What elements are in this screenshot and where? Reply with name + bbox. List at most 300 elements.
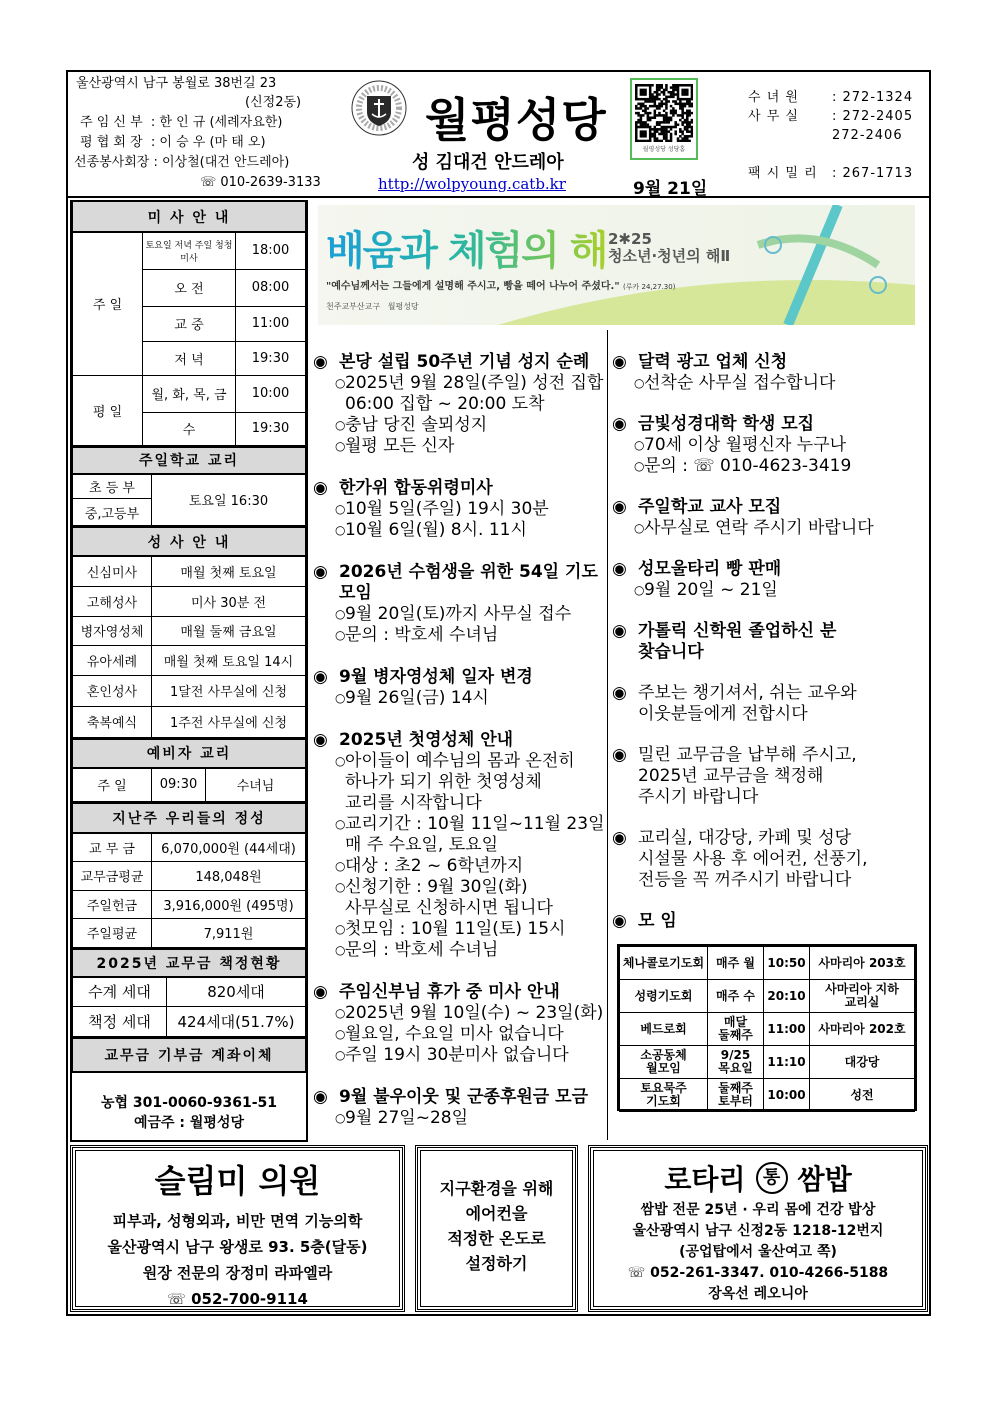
meeting-schedule: 매주 월: [708, 947, 764, 980]
sacrament-label: 신심미사: [73, 556, 152, 586]
circle-bullet-icon: ○: [335, 502, 346, 516]
meeting-row: [620, 1046, 915, 1079]
radio-bullet-icon: ◉: [612, 911, 627, 931]
notice-title: 2025년 첫영성체 안내: [339, 730, 514, 750]
notice-item-text: 사무실로 연락 주시기 바랍니다: [644, 518, 874, 538]
phone-label: 팩 시 밀 리: [748, 166, 818, 181]
clinic-director: 원장 전문의 장정미 라파엘라: [142, 1264, 333, 1282]
notice-section: [612, 828, 918, 891]
notice-title-line: [612, 828, 918, 849]
circle-bullet-icon: ○: [335, 523, 346, 537]
notice-section: [612, 497, 918, 539]
notice-item: [313, 856, 605, 877]
indent: [335, 835, 345, 856]
notice-title: 가톨릭 신학원 졸업하신 분: [638, 621, 837, 641]
notice-section: [612, 621, 918, 663]
meetings-table-wrap: [617, 944, 917, 1111]
notice-item: [313, 688, 605, 709]
indent: [335, 772, 345, 793]
notice-section: [313, 982, 605, 1066]
patron-saint: 성 김대건 안드레아: [412, 152, 564, 173]
notice-title-line: [612, 787, 918, 808]
meeting-row: [620, 1079, 915, 1112]
meeting-row: [620, 1013, 915, 1046]
dues-value: 820세대: [167, 977, 306, 1007]
banner-quote: "예수님께서는 그들에게 설명해 주시고, 빵을 떼어 나누어 주셨다.": [326, 281, 620, 292]
qr-code-pattern: [635, 84, 693, 142]
meeting-place: 대강당: [810, 1046, 915, 1079]
mass-name: 토요일 저녁 주일 청청미사: [143, 232, 236, 269]
circle-bullet-icon: ○: [634, 376, 645, 390]
indent: [612, 766, 638, 787]
phone-number: : 272-1324: [832, 90, 914, 105]
notice-title: 본당 설립 50주년 기념 성지 순례: [339, 352, 590, 372]
dues-value: 424세대(51.7%): [167, 1007, 306, 1037]
eco-notice: [415, 1145, 578, 1312]
notice-title-line: [313, 667, 605, 688]
offering-value: 148,048원: [152, 861, 306, 890]
dues-row: [73, 1007, 306, 1037]
dues-row: [73, 977, 306, 1007]
sunday-school-table: [72, 446, 306, 527]
bulletin-date: 9월 21일: [633, 179, 708, 199]
meeting-time: 20:10: [764, 980, 810, 1013]
church-address-dong: (신정2동): [245, 95, 302, 110]
radio-bullet-icon: ◉: [612, 621, 627, 641]
meeting-place: 사마리아 202호: [810, 1013, 915, 1046]
notice-item-text: 2025년 9월 10일(수) ~ 23일(화): [345, 1003, 604, 1023]
phone-number: : 272-2405: [832, 109, 914, 124]
mass-name: 오 전: [143, 269, 236, 306]
notice-section: [612, 911, 918, 932]
catechumen-time: 09:30: [152, 768, 206, 802]
notice-title-line: [612, 849, 918, 870]
council-info: 평 협 회 장 : 이 승 우 (마 태 오): [80, 135, 266, 150]
banner-year: 2✱25: [608, 230, 652, 248]
offering-row: [73, 918, 306, 947]
sunday-school-title: 주일학교 교리: [73, 447, 306, 474]
radio-bullet-icon: ◉: [313, 478, 328, 498]
catechumen-day: 주 일: [73, 768, 152, 802]
offering-row: [73, 833, 306, 861]
diocese-name: 천주교부산교구: [326, 302, 381, 311]
church-logo: [350, 78, 408, 140]
notice-title-line: [313, 982, 605, 1003]
notice-item: [313, 1003, 605, 1024]
banner-subtitle: 청소년·청년의 해Ⅱ: [608, 247, 731, 265]
middle-high-label: 중,고등부: [73, 499, 152, 526]
notice-title: 주임신부님 휴가 중 미사 안내: [339, 982, 560, 1002]
notice-section: [313, 562, 605, 646]
offering-value: 6,070,000원 (44세대): [152, 833, 306, 861]
notice-item-text: 주일 19시 30분미사 없습니다: [345, 1045, 569, 1065]
header-divider: [66, 196, 931, 198]
radio-bullet-icon: ◉: [612, 352, 627, 372]
sacrament-row: [73, 706, 306, 737]
notice-item-text: 문의 : 박호세 수녀님: [345, 940, 499, 960]
notice-item-text: 교리를 시작합니다: [345, 793, 482, 813]
radio-bullet-icon: ◉: [612, 414, 627, 434]
restaurant-ad: [588, 1145, 928, 1312]
notice-title-line: [313, 562, 605, 604]
notice-item-text: 대상 : 초2 ~ 6학년까지: [345, 856, 524, 876]
church-name: 월평성당: [425, 93, 607, 147]
circle-bullet-icon: ○: [335, 607, 346, 621]
transfer-table: [72, 1037, 306, 1150]
notice-title-line: [612, 559, 918, 580]
notice-item: [313, 1108, 605, 1129]
bank-account: 농협 301-0060-9361-51: [101, 1094, 277, 1111]
dues-label: 수계 세대: [73, 977, 167, 1007]
notice-item-text: 2025년 9월 28일(주일) 성전 집합: [345, 373, 604, 393]
notice-title: 한가위 합동위령미사: [339, 478, 493, 498]
notice-item: [612, 373, 918, 394]
offering-value: 7,911원: [152, 918, 306, 947]
circle-bullet-icon: ○: [335, 439, 346, 453]
eco-line: 에어컨을: [465, 1204, 528, 1223]
phone-number: 272-2406: [832, 128, 903, 143]
circle-bullet-icon: ○: [335, 376, 346, 390]
indent: [612, 849, 638, 870]
restaurant-phone: ☏ 052-261-3347. 010-4266-5188: [627, 1265, 889, 1281]
notice-title: 시설물 사용 후 에어컨, 선풍기,: [638, 849, 868, 869]
notice-item-text: 10월 5일(주일) 19시 30분: [345, 499, 549, 519]
notice-title: 주보는 챙기셔서, 쉬는 교우와: [638, 683, 857, 703]
dues-title: 2025년 교무금 책정현황: [73, 949, 306, 977]
radio-bullet-icon: ◉: [313, 982, 328, 1002]
phone-label: [748, 145, 832, 164]
qr-caption: 월평성당 성당홈: [642, 146, 686, 153]
mass-time: 19:30: [236, 412, 306, 445]
notice-title-line: [612, 683, 918, 704]
banner-quote-ref: (루카 24,27.30): [623, 283, 676, 291]
restaurant-directions: (공업탑에서 울산여고 쪽): [679, 1244, 837, 1260]
clinic-ad: [70, 1145, 405, 1312]
notice-title: 주시기 바랍니다: [638, 787, 759, 807]
circle-bullet-icon: ○: [335, 817, 346, 831]
notice-title: 주일학교 교사 모집: [638, 497, 782, 517]
notice-section: [313, 352, 605, 457]
notice-item: [612, 435, 918, 456]
circle-bullet-icon: ○: [335, 1006, 346, 1020]
indent: [335, 898, 345, 919]
left-info-column: [70, 200, 308, 1142]
notice-title: 모 임: [638, 911, 677, 931]
notice-item: [313, 877, 605, 898]
offering-row: [73, 861, 306, 890]
notice-title-line: [612, 766, 918, 787]
notice-item: [313, 604, 605, 625]
restaurant-name-2: 쌈밥: [797, 1163, 852, 1196]
mass-name: 월, 화, 목, 금: [143, 375, 236, 412]
meeting-schedule: 9/25 목요일: [708, 1046, 764, 1079]
notice-title: 달력 광고 업체 신청: [638, 352, 788, 372]
notice-item: [313, 436, 605, 457]
indent: [335, 394, 345, 415]
notice-title: 찾습니다: [638, 642, 704, 662]
meeting-name: 체나콜로기도회: [620, 947, 708, 980]
circle-bullet-icon: ○: [634, 438, 645, 452]
circle-bullet-icon: ○: [634, 459, 645, 473]
notice-item: [313, 940, 605, 961]
sacrament-value: 매월 첫째 토요일: [152, 556, 306, 586]
circle-bullet-icon: ○: [634, 583, 645, 597]
phone-label: [748, 126, 832, 145]
mass-time: 08:00: [236, 269, 306, 306]
offering-label: 교 무 금: [73, 833, 152, 861]
sacrament-row: [73, 586, 306, 616]
notice-item: [313, 751, 605, 772]
notice-title-line: [612, 352, 918, 373]
notice-item-text: 사무실로 신청하시면 됩니다: [345, 898, 553, 918]
phone-row: [748, 145, 913, 164]
eco-line: 설정하기: [465, 1254, 528, 1273]
circle-bullet-icon: ○: [335, 418, 346, 432]
indent: [612, 704, 638, 725]
meetings-table: [619, 946, 915, 1112]
offering-table: [72, 802, 306, 948]
notice-section: [612, 414, 918, 477]
notice-title: 성모울타리 빵 판매: [638, 559, 782, 579]
meeting-name: 토요묵주 기도회: [620, 1079, 708, 1112]
notice-item: [612, 580, 918, 601]
notice-section: [313, 730, 605, 961]
sacrament-row: [73, 556, 306, 586]
notice-title: 9월 불우이웃 및 군종후원금 모금: [339, 1087, 588, 1107]
pastor-info: 주 임 신 부 : 한 인 규 (세례자요한): [80, 115, 283, 130]
meeting-place: 사마리아 지하 교리실: [810, 980, 915, 1013]
notice-item: [313, 1045, 605, 1066]
meeting-schedule: 둘째주 토부터: [708, 1079, 764, 1112]
eco-line: 적정한 온도로: [447, 1229, 546, 1248]
notice-item: [313, 772, 605, 793]
sacrament-row: [73, 675, 306, 706]
catechumen-teacher: 수녀님: [206, 768, 306, 802]
clinic-name: 슬림미 의원: [154, 1162, 321, 1200]
meeting-name: 성령기도회: [620, 980, 708, 1013]
indent: [612, 870, 638, 891]
sacrament-table: [72, 526, 306, 738]
notice-item: [313, 814, 605, 835]
clinic-phone: ☏ 052-700-9114: [167, 1290, 308, 1308]
notice-section: [612, 745, 918, 808]
offering-value: 3,916,000원 (495명): [152, 890, 306, 918]
notice-item-text: 9월 26일(금) 14시: [345, 688, 489, 708]
weekday-label: 평 일: [73, 375, 143, 445]
catechumen-title: 예비자 교리: [73, 739, 306, 768]
radio-bullet-icon: ◉: [612, 745, 627, 765]
meeting-schedule: 매주 수: [708, 980, 764, 1013]
notice-item-text: 하나가 되기 위한 첫영성체: [345, 772, 542, 792]
restaurant-name-1: 로타리: [664, 1163, 746, 1196]
circle-bullet-icon: ○: [634, 521, 645, 535]
notice-title-line: [612, 621, 918, 642]
radio-bullet-icon: ◉: [612, 828, 627, 848]
restaurant-badge: 통: [756, 1162, 788, 1194]
mass-name: 교 중: [143, 306, 236, 341]
indent: [335, 793, 345, 814]
phone-row: [748, 88, 913, 107]
radio-bullet-icon: ◉: [313, 730, 328, 750]
notice-item-text: 9월 20일 ~ 21일: [644, 580, 778, 600]
notice-item: [313, 373, 605, 394]
circle-bullet-icon: ○: [335, 1048, 346, 1062]
church-address: 울산광역시 남구 봉월로 38번길 23: [76, 76, 277, 91]
mass-name: 저 녁: [143, 341, 236, 375]
notice-title: 교리실, 대강당, 카페 및 성당: [638, 828, 852, 848]
clinic-specialties: 피부과, 성형외과, 비만 면역 기능의학: [112, 1212, 363, 1230]
restaurant-slogan: 쌈밥 전문 25년 · 우리 몸에 건강 밥상: [640, 1202, 876, 1218]
service-phone: ☏ 010-2639-3133: [200, 175, 321, 190]
notice-title-line: [612, 497, 918, 518]
notice-item: [313, 520, 605, 541]
offering-label: 주일평균: [73, 918, 152, 947]
website-link[interactable]: http://wolpyoung.catb.kr: [378, 175, 566, 193]
notice-item-text: 교리기간 : 10월 11일~11월 23일: [345, 814, 605, 834]
notice-item-text: 첫모임 : 10월 11일(토) 15시: [345, 919, 566, 939]
circle-bullet-icon: ○: [335, 628, 346, 642]
phone-row: [748, 107, 913, 126]
circle-bullet-icon: ○: [335, 859, 346, 873]
notice-title-line: [313, 730, 605, 751]
sacrament-value: 매월 첫째 토요일 14시: [152, 645, 306, 675]
transfer-title: 교무금 기부금 계좌이체: [73, 1038, 306, 1072]
indent: [612, 642, 638, 663]
notice-item-text: 월평 모든 신자: [345, 436, 455, 456]
notices-middle-column: [313, 352, 605, 1150]
meeting-name: 베드로회: [620, 1013, 708, 1046]
banner-title: 배움과 체험의 해: [326, 219, 606, 276]
circle-bullet-icon: ○: [335, 1027, 346, 1041]
meeting-time: 11:10: [764, 1046, 810, 1079]
sacrament-label: 고해성사: [73, 586, 152, 616]
sacrament-label: 축복예식: [73, 706, 152, 737]
meeting-place: 사마리아 203호: [810, 947, 915, 980]
sacrament-title: 성 사 안 내: [73, 527, 306, 556]
mass-schedule-table: [72, 202, 306, 446]
notice-item: [313, 499, 605, 520]
notice-section: [612, 683, 918, 725]
mass-time: 19:30: [236, 341, 306, 375]
circle-bullet-icon: ○: [335, 943, 346, 957]
sacrament-value: 매월 둘째 금요일: [152, 616, 306, 645]
year-theme-banner: [318, 205, 915, 325]
notice-section: [313, 667, 605, 709]
notice-item: [313, 415, 605, 436]
notice-item-text: 9월 27일~28일: [345, 1108, 468, 1128]
meeting-schedule: 매달 둘째주: [708, 1013, 764, 1046]
restaurant-address: 울산광역시 남구 신정2동 1218-12번지: [632, 1223, 884, 1239]
notice-title: 이웃분들에게 전합시다: [638, 704, 808, 724]
dues-table: [72, 948, 306, 1038]
notice-item-text: 충남 당진 솔뫼성지: [345, 415, 488, 435]
mass-time: 10:00: [236, 375, 306, 412]
notice-title-line: [313, 478, 605, 499]
dues-label: 책정 세대: [73, 1007, 167, 1037]
notice-title: 밀린 교무금을 납부해 주시고,: [638, 745, 857, 765]
notice-section: [612, 559, 918, 601]
notice-title-line: [612, 911, 918, 932]
notices-right-column: [612, 352, 918, 952]
notice-item-text: 선착순 사무실 접수합니다: [644, 373, 836, 393]
meeting-time: 10:50: [764, 947, 810, 980]
notice-item: [313, 793, 605, 814]
radio-bullet-icon: ◉: [313, 667, 328, 687]
phone-directory: [748, 88, 913, 183]
notice-item-text: 문의 : ☏ 010-4623-3419: [644, 456, 852, 476]
phone-label: 사 무 실: [748, 109, 799, 124]
sacrament-value: 1달전 사무실에 신청: [152, 675, 306, 706]
notice-title: 2025년 교무금을 책정해: [638, 766, 824, 786]
qr-code[interactable]: [630, 78, 698, 160]
mass-time: 18:00: [236, 232, 306, 269]
notice-title-line: [612, 704, 918, 725]
notice-section: [313, 1087, 605, 1129]
radio-bullet-icon: ◉: [612, 559, 627, 579]
restaurant-owner: 장옥선 레오니아: [708, 1286, 808, 1302]
notice-item: [313, 1024, 605, 1045]
account-holder: 예금주 : 월평성당: [133, 1114, 244, 1131]
notice-section: [313, 478, 605, 541]
radio-bullet-icon: ◉: [313, 1087, 328, 1107]
notice-title: 9월 병자영성체 일자 변경: [339, 667, 533, 687]
phone-label: 수 녀 원: [748, 90, 799, 105]
circle-bullet-icon: ○: [335, 880, 346, 894]
phone-row: [748, 126, 913, 145]
notice-title: 2026년 수험생을 위한 54일 기도모임: [339, 562, 598, 603]
parish-name: 월평성당: [387, 302, 419, 311]
mass-name: 수: [143, 412, 236, 445]
meeting-time: 10:00: [764, 1079, 810, 1112]
meeting-place: 성전: [810, 1079, 915, 1112]
clinic-address: 울산광역시 남구 왕생로 93. 5층(달동): [107, 1238, 368, 1256]
meeting-name: 소공동체 월모임: [620, 1046, 708, 1079]
offering-title: 지난주 우리들의 정성: [73, 803, 306, 833]
notice-item-text: 06:00 집합 ~ 20:00 도착: [345, 394, 545, 414]
notice-item-text: 신청기한 : 9월 30일(화): [345, 877, 528, 897]
notice-item-text: 10월 6일(월) 8시. 11시: [345, 520, 527, 540]
circle-bullet-icon: ○: [335, 1111, 346, 1125]
notice-item: [313, 394, 605, 415]
sacrament-label: 혼인성사: [73, 675, 152, 706]
sacrament-label: 병자영성체: [73, 616, 152, 645]
sunday-label: 주 일: [73, 232, 143, 375]
radio-bullet-icon: ◉: [612, 683, 627, 703]
meeting-row: [620, 980, 915, 1013]
notice-item: [313, 625, 605, 646]
mass-time: 11:00: [236, 306, 306, 341]
notice-title: 전등을 꼭 꺼주시기 바랍니다: [638, 870, 852, 890]
notice-item-text: 월요일, 수요일 미사 없습니다: [345, 1024, 564, 1044]
circle-bullet-icon: ○: [335, 691, 346, 705]
notice-section: [612, 352, 918, 394]
eco-line: 지구환경을 위해: [439, 1179, 554, 1198]
sacrament-value: 1주전 사무실에 신청: [152, 706, 306, 737]
indent: [612, 787, 638, 808]
notice-title-line: [612, 414, 918, 435]
sacrament-row: [73, 645, 306, 675]
notice-title-line: [612, 642, 918, 663]
sacrament-label: 유아세례: [73, 645, 152, 675]
phone-number: : 267-1713: [832, 166, 914, 181]
notice-title-line: [313, 1087, 605, 1108]
notice-item-text: 문의 : 박호세 수녀님: [345, 625, 499, 645]
service-chair-info: 선종봉사회장 : 이상철(대건 안드레아): [74, 155, 290, 170]
radio-bullet-icon: ◉: [313, 352, 328, 372]
meeting-time: 11:00: [764, 1013, 810, 1046]
offering-label: 교무금평균: [73, 861, 152, 890]
sacrament-value: 미사 30분 전: [152, 586, 306, 616]
